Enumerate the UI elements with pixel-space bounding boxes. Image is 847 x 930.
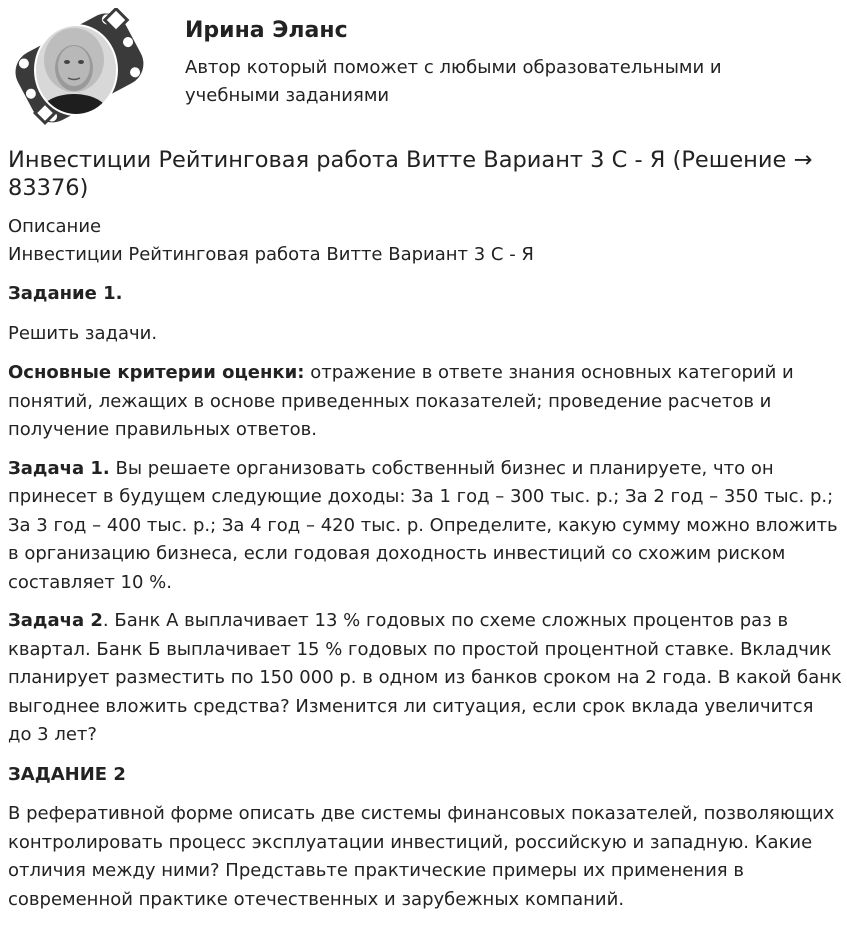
author-card: [8, 8, 839, 126]
task2-text: В реферативной форме описать две системы финансовых показателей, позволяющих контролировать процесс эксплуатации инвестиций, российскую и западную. Какие отличия между ними? Представьте практические примеры их применения в современной практике отечественных и зарубежных компаний.: [8, 803, 835, 910]
work-content: [8, 146, 842, 914]
problem2-paragraph: [8, 607, 842, 750]
problem2-text: . Банк А выплачивает 13 % годовых по схеме сложных процентов раз в квартал. Банк Б выплачивает 15 % годовых по простой процентной ставке. Вкладчик планирует разместить по 150 000 р. в одном из банков сроком на 2 года. В какой банк выгоднее вложить средства? Изменится ли ситуация, если срок вклада увеличится до 3 лет?: [8, 610, 842, 745]
author-description: Автор который поможет с любыми образовательными и учебными заданиями: [185, 57, 722, 106]
task1-instruction: Решить задачи.: [8, 322, 158, 344]
problem1-text: Вы решаете организовать собственный бизнес и планируете, что он принесет в будущем следующие доходы: За 1 год – 300 тыс. р.; За 2 год – 350 тыс. р.; За 3 год – 400 тыс. р.; За 4 год – 420 тыс. р. Определите, какую сумму можно вложить в организацию бизнеса, если годовая доходность инвестиций со схожим риском составляет 10 %.: [8, 457, 838, 593]
criteria-text: отражение в ответе знания основных категорий и понятий, лежащих в основе приведенных показателей; проведение расчетов и получение правильных ответов.: [8, 362, 794, 440]
criteria-paragraph: [8, 359, 842, 445]
author-photo-film-frame-icon: [8, 8, 150, 126]
task1-heading: [8, 280, 842, 309]
task1-heading-text: Задание 1.: [8, 283, 123, 304]
description-label: Описание: [8, 216, 102, 237]
problem1-label: Задача 1.: [8, 457, 110, 479]
description-block: [8, 213, 842, 269]
avatar[interactable]: [8, 8, 150, 126]
problem2-label: Задача 2: [8, 610, 103, 631]
author-name[interactable]: Ирина Эланс: [185, 18, 348, 43]
page-title: Инвестиции Рейтинговая работа Витте Вариант 3 С - Я (Решение → 83376): [8, 147, 813, 201]
task2-heading: [8, 761, 842, 790]
task2-heading-text: ЗАДАНИЕ 2: [8, 763, 126, 785]
problem1-paragraph: [8, 455, 842, 598]
criteria-label: Основные критерии оценки:: [8, 362, 305, 383]
description-text: Инвестиции Рейтинговая работа Витте Вариант 3 С - Я: [8, 244, 534, 265]
